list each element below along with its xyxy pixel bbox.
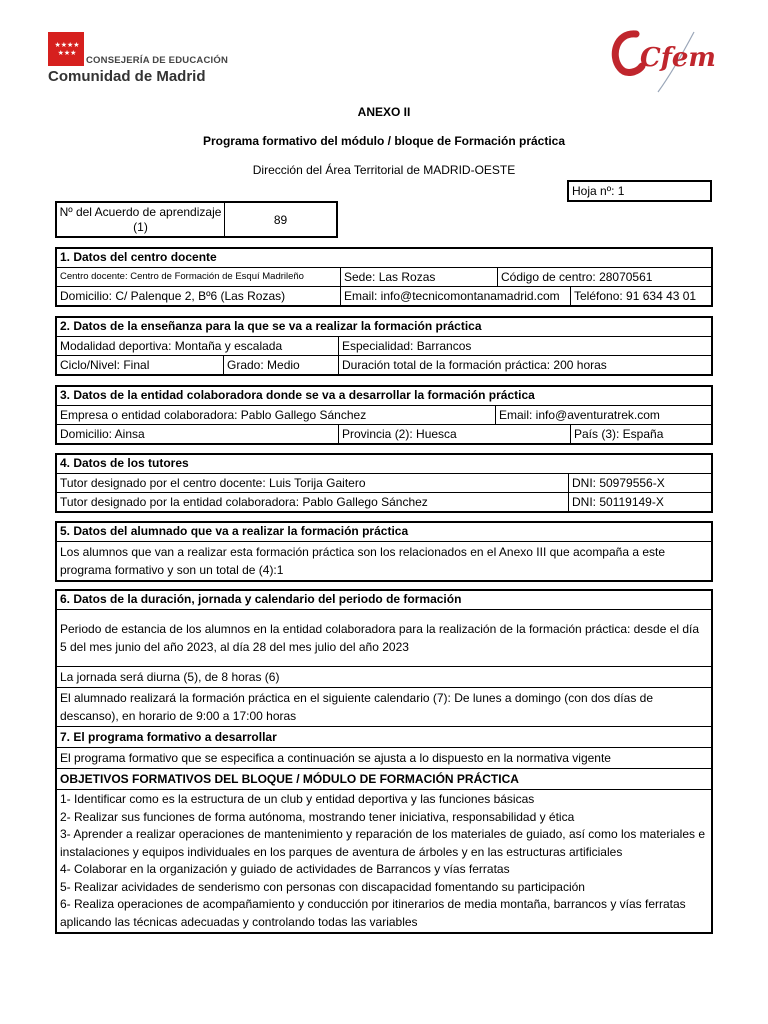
cfem-logo: [606, 26, 716, 96]
domicilio-entidad: Domicilio: Ainsa: [60, 427, 145, 441]
grado: Grado: Medio: [223, 356, 338, 374]
section-3-title: 3. Datos de la entidad colaboradora donde se va a desarrollar la formación práctica: [60, 388, 535, 402]
direccion-subtitle: Dirección del Área Territorial de MADRID-OESTE: [252, 163, 516, 177]
jornada-text: La jornada será diurna (5), de 8 horas (6): [57, 666, 711, 687]
provincia: Provincia (2): Huesca: [338, 425, 570, 443]
domicilio-centro: Domicilio: C/ Palenque 2, Bº6 (Las Rozas): [60, 289, 286, 303]
pais: País (3): España: [570, 425, 711, 443]
ciclo-nivel: Ciclo/Nivel: Final: [60, 358, 150, 372]
anexo-title: ANEXO II: [357, 105, 411, 119]
flag-stars: ★★★★ ★★★: [54, 42, 80, 57]
objetivos-list: [57, 789, 711, 932]
section-4-title: 4. Datos de los tutores: [60, 456, 189, 470]
modalidad: Modalidad deportiva: Montaña y escalada: [60, 339, 283, 353]
calendario-text: El alumnado realizará la formación práctica en el siguiente calendario (7): De lunes a domingo (con dos días de descanso), en horario de 9:00 a 17:00 horas: [57, 687, 711, 726]
section-alumnado: [55, 521, 713, 582]
hoja-number: Hoja nº: 1: [567, 180, 712, 202]
section-duracion-programa: [55, 589, 713, 934]
section-tutores: [55, 453, 713, 513]
objetivo-item: 4- Colaborar en la organización y guiado de actividades de Barrancos y vías ferratas: [60, 862, 510, 876]
section-ensenanza: [55, 316, 713, 376]
programa-title: Programa formativo del módulo / bloque de Formación práctica: [202, 134, 566, 148]
duracion-total: Duración total de la formación práctica: 200 horas: [338, 356, 711, 374]
objetivo-item: 6- Realiza operaciones de acompañamiento y conducción por itinerarios de media montaña, barrancos y vías ferratas aplicando las técnicas adecuadas y controlando todas las variables: [60, 897, 686, 929]
cfem-logo-text: Cfem: [640, 43, 716, 73]
acuerdo-label: Nº del Acuerdo de aprendizaje (1): [57, 203, 225, 236]
objetivo-item: 2- Realizar sus funciones de forma autónoma, mostrando tener iniciativa, responsabilidad y ética: [60, 809, 575, 824]
comunidad-label: Comunidad de Madrid: [48, 68, 206, 85]
programa-text: El programa formativo que se especifica a continuación se ajusta a lo dispuesto en la normativa vigente: [57, 747, 711, 768]
alumnado-text: Los alumnos que van a realizar esta formación práctica son los relacionados en el Anexo III que acompaña a este programa formativo y son un total de (4):1: [57, 541, 711, 580]
madrid-flag-icon: [48, 32, 84, 66]
acuerdo-value: 89: [273, 212, 288, 227]
centro-docente: Centro docente: Centro de Formación de Esquí Madrileño: [60, 271, 304, 282]
consejeria-label: CONSEJERÍA DE EDUCACIÓN: [86, 55, 229, 66]
especialidad: Especialidad: Barrancos: [338, 337, 711, 355]
section-centro-docente: [55, 247, 713, 307]
section-7-title: 7. El programa formativo a desarrollar: [57, 726, 711, 747]
objetivo-item: 1- Identificar como es la estructura de un club y entidad deportiva y las funciones básicas: [60, 792, 535, 806]
tutor-centro: Tutor designado por el centro docente: Luis Torija Gaitero: [60, 476, 366, 490]
dni-tutor-centro: DNI: 50979556-X: [568, 474, 711, 492]
section-6-title: 6. Datos de la duración, jornada y calendario del periodo de formación: [60, 592, 462, 606]
comunidad-madrid-logo: [48, 30, 288, 90]
periodo-text: Periodo de estancia de los alumnos en la entidad colaboradora para la realización de la formación práctica: desde el día 5 del mes junio del año 2023, al día 28 del mes julio del año 2023: [57, 609, 711, 666]
email-centro: Email: info@tecnicomontanamadrid.com: [340, 287, 570, 305]
dni-tutor-entidad: DNI: 50119149-X: [568, 493, 711, 511]
objetivos-title: OBJETIVOS FORMATIVOS DEL BLOQUE / MÓDULO DE FORMACIÓN PRÁCTICA: [57, 768, 711, 789]
section-5-title: 5. Datos del alumnado que va a realizar la formación práctica: [60, 524, 409, 538]
section-entidad-colaboradora: [55, 385, 713, 445]
acuerdo-box: [55, 201, 338, 238]
telefono-centro: Teléfono: 91 634 43 01: [570, 287, 711, 305]
empresa: Empresa o entidad colaboradora: Pablo Gallego Sánchez: [60, 408, 367, 422]
section-2-title: 2. Datos de la enseñanza para la que se va a realizar la formación práctica: [60, 319, 482, 333]
objetivo-item: 5- Realizar acividades de senderismo con personas con discapacidad fomentando su participación: [60, 879, 585, 894]
email-entidad: Email: info@aventuratrek.com: [495, 406, 711, 424]
section-1-title: 1. Datos del centro docente: [60, 250, 217, 264]
sede: Sede: Las Rozas: [340, 268, 497, 286]
objetivo-item: 3- Aprender a realizar operaciones de mantenimiento y reparación de los materiales de guiado, así como los materiales e instalaciones y equipos individuales en los parques de aventura de árboles y en las estructuras artificiales: [60, 827, 706, 859]
tutor-entidad: Tutor designado por la entidad colaboradora: Pablo Gallego Sánchez: [60, 495, 428, 509]
codigo-centro: Código de centro: 28070561: [497, 268, 711, 286]
